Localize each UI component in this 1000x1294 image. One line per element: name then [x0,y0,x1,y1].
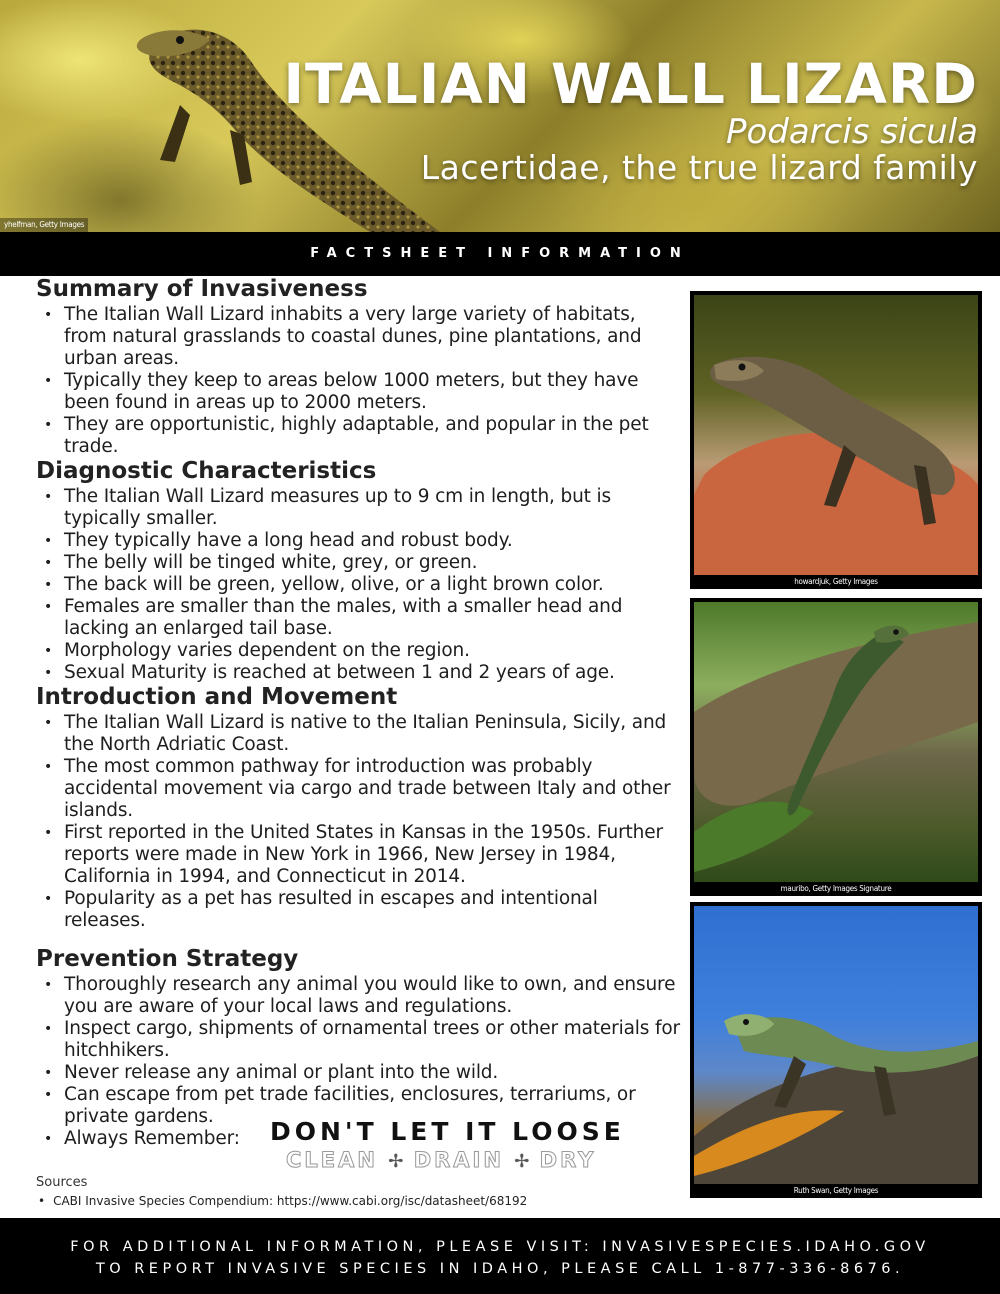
page-title: ITALIAN WALL LIZARD [283,52,978,116]
lizard-illustration [694,295,978,575]
section-title: Diagnostic Characteristics [36,458,377,484]
list-item: • The back will be green, yellow, olive, or a light brown color. [36,574,681,596]
list-item: • They typically have a long head and robust body. [36,530,681,552]
list-item: • The Italian Wall Lizard is native to the Italian Peninsula, Sicily, and the North Adriatic Coast. [36,712,681,756]
footer-info-line: FOR ADDITIONAL INFORMATION, PLEASE VISIT: INVASIVESPECIES.IDAHO.GOV [70,1239,930,1255]
propeller-icon: ✢ [388,1151,404,1172]
bullet-list [36,486,681,684]
banner-image-credit: yhelfman, Getty Images [0,218,88,232]
lizard-illustration [694,906,978,1184]
slogan-clean: CLEAN [286,1148,378,1172]
list-item: • Can escape from pet trade facilities, enclosures, terrariums, or private gardens. [36,1084,681,1128]
lizard-on-branch-photo [694,602,978,882]
section-title: Prevention Strategy [36,946,299,972]
section-title: Introduction and Movement [36,684,398,710]
lizard-banner-photo [120,10,440,232]
photo-credit: Ruth Swan, Getty Images [793,1186,879,1195]
section-introduction [36,684,681,932]
section-title: Summary of Invasiveness [36,276,368,302]
slogan [270,1117,625,1172]
lizard-on-rock-photo [694,295,978,575]
factsheet-bar: FACTSHEET INFORMATION [0,232,1000,276]
sources-label: Sources [36,1175,88,1190]
header-banner [0,0,1000,232]
photo-credit: mauribo, Getty Images Signature [780,884,892,893]
propeller-icon: ✢ [514,1151,530,1172]
list-item: • First reported in the United States in Kansas in the 1950s. Further reports were made in New York in 1966, New Jersey in 1984, California in 1994, and Connecticut in 2014. [36,822,681,888]
bullet-list [36,304,681,458]
list-item: • Never release any animal or plant into the wild. [36,1062,681,1084]
list-item: • Always Remember: [36,1128,681,1150]
list-item: • The Italian Wall Lizard measures up to 9 cm in length, but is typically smaller. [36,486,681,530]
photo-credit: howardjuk, Getty Images [794,577,878,586]
photo-frame [690,291,982,589]
scientific-name: Podarcis sicula [725,112,978,152]
lizard-illustration [694,602,978,882]
photo-frame [690,902,982,1198]
list-item: • Females are smaller than the males, with a smaller head and lacking an enlarged tail base. [36,596,681,640]
slogan-dry: DRY [539,1148,597,1172]
slogan-drain: DRAIN [413,1148,504,1172]
footer-report-line: TO REPORT INVASIVE SPECIES IN IDAHO, PLEASE CALL 1-877-336-8676. [95,1261,905,1277]
list-item: • Thoroughly research any animal you would like to own, and ensure you are aware of your local laws and regulations. [36,974,681,1018]
photo-frame [690,598,982,896]
list-item: • Popularity as a pet has resulted in escapes and intentional releases. [36,888,681,932]
section-diagnostic [36,458,681,684]
list-item: • They are opportunistic, highly adaptable, and popular in the pet trade. [36,414,681,458]
list-item: • Inspect cargo, shipments of ornamental trees or other materials for hitchhikers. [36,1018,681,1062]
section-summary [36,276,681,458]
family-name: Lacertidae, the true lizard family [420,148,978,187]
slogan-clean-drain-dry [286,1148,625,1172]
list-item: • Sexual Maturity is reached at between 1 and 2 years of age. [36,662,681,684]
slogan-main: DON'T LET IT LOOSE [270,1117,625,1146]
list-item: • The Italian Wall Lizard inhabits a very large variety of habitats, from natural grasslands to coastal dunes, pine plantations, and urban areas. [36,304,681,370]
list-item: • The most common pathway for introduction was probably accidental movement via cargo and trade between Italy and other islands. [36,756,681,822]
list-item: • The belly will be tinged white, grey, or green. [36,552,681,574]
list-item: • Typically they keep to areas below 1000 meters, but they have been found in areas up to 2000 meters. [36,370,681,414]
main-content [36,276,681,1150]
green-lizard-on-lichen-rock-photo [694,906,978,1184]
bullet-list [36,712,681,932]
list-item: • Morphology varies dependent on the region. [36,640,681,662]
source-link[interactable]: • CABI Invasive Species Compendium: https://www.cabi.org/isc/datasheet/68192 [38,1194,527,1208]
footer [0,1218,1000,1294]
